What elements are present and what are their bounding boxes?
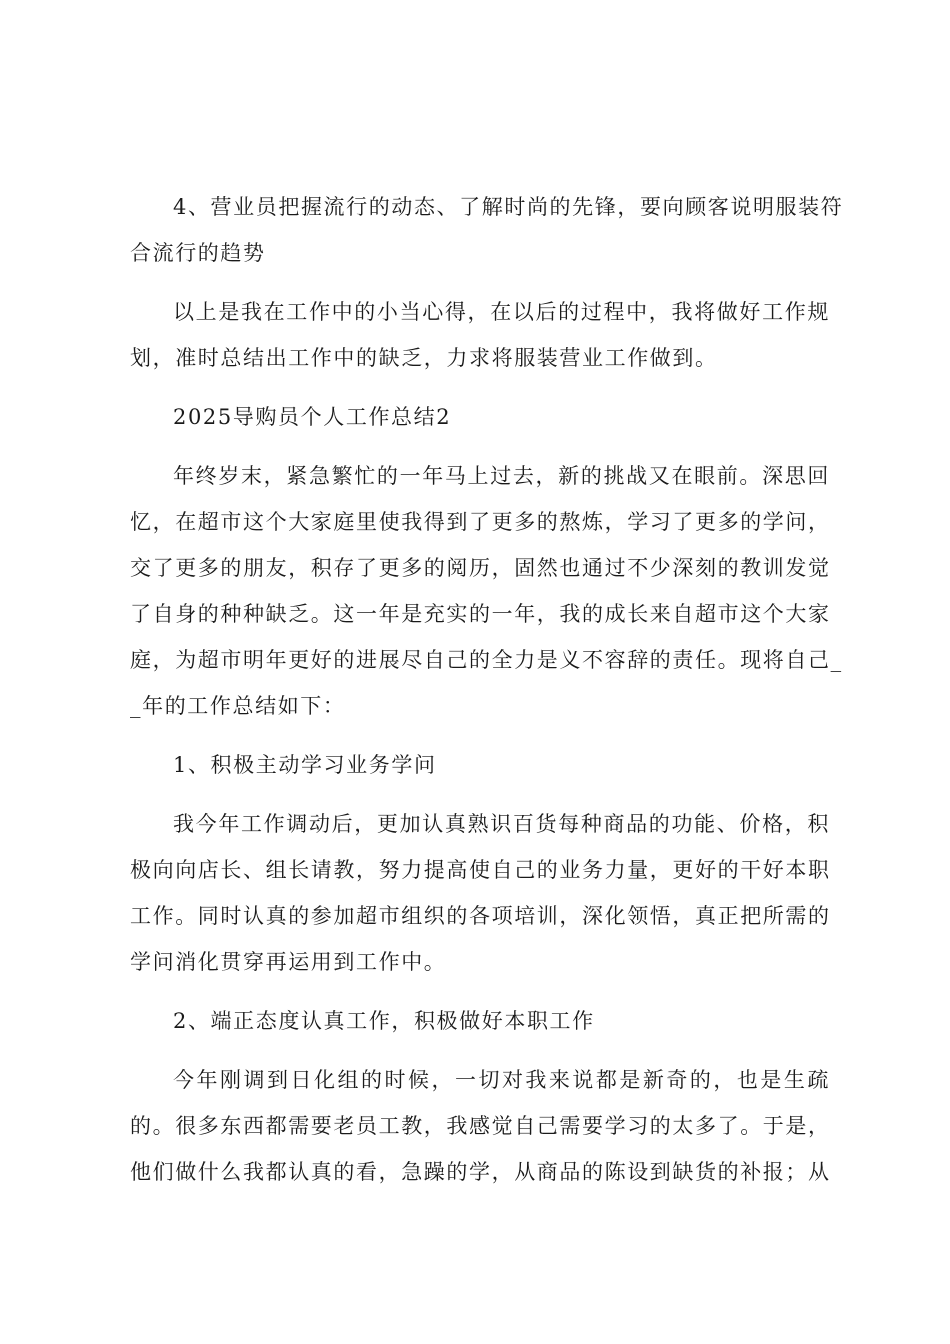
subheading-1: 1、积极主动学习业务学问 [173,753,437,777]
section-heading: 2025导购员个人工作总结2 [173,405,452,429]
paragraph-line-17: 他们做什么我都认真的看，急躁的学，从商品的陈设到缺货的补报；从 [130,1160,831,1184]
paragraph-line-4: 划，准时总结出工作中的缺乏，力求将服装营业工作做到。 [130,346,718,370]
subheading-2: 2、端正态度认真工作，积极做好本职工作 [173,1009,595,1033]
paragraph-line-9: 庭，为超市明年更好的进展尽自己的全力是义不容辞的责任。现将自己_ [130,648,843,672]
paragraph-line-16: 的。很多东西都需要老员工教，我感觉自己需要学习的太多了。于是， [130,1114,831,1138]
paragraph-line-8: 了自身的种种缺乏。这一年是充实的一年，我的成长来自超市这个大家 [130,602,831,626]
paragraph-line-2: 合流行的趋势 [130,241,266,265]
paragraph-line-10: _年的工作总结如下： [130,694,346,718]
paragraph-line-6: 忆，在超市这个大家庭里使我得到了更多的熬炼，学习了更多的学问， [130,510,831,534]
paragraph-line-1: 4、营业员把握流行的动态、了解时尚的先锋，要向顾客说明服装符 [173,195,844,219]
document-body [130,184,844,1195]
paragraph-line-5: 年终岁末，紧急繁忙的一年马上过去，新的挑战又在眼前。深思回 [173,464,830,488]
paragraph-line-11: 我今年工作调动后，更加认真熟识百货每种商品的功能、价格，积 [173,812,830,836]
paragraph-line-13: 工作。同时认真的参加超市组织的各项培训，深化领悟，真正把所需的 [130,904,831,928]
paragraph-line-7: 交了更多的朋友，积存了更多的阅历，固然也通过不少深刻的教训发觉 [130,556,831,580]
paragraph-line-12: 极向向店长、组长请教，努力提高使自己的业务力量，更好的干好本职 [130,858,831,882]
paragraph-line-15: 今年刚调到日化组的时候，一切对我来说都是新奇的，也是生疏 [173,1068,830,1092]
paragraph-line-3: 以上是我在工作中的小当心得，在以后的过程中，我将做好工作规 [173,300,830,324]
paragraph-line-14: 学问消化贯穿再运用到工作中。 [130,950,447,974]
